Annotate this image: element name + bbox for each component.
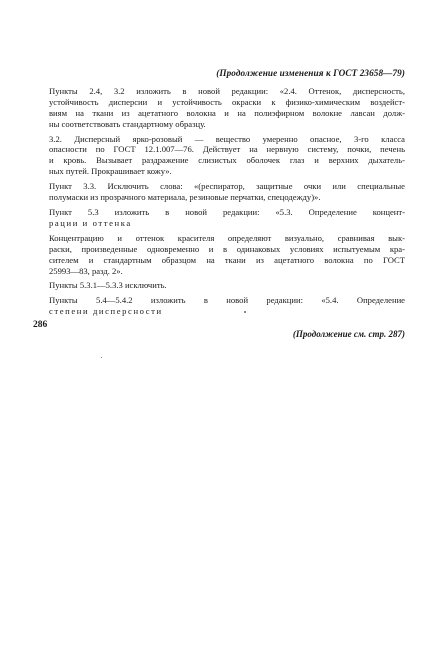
scan-speck [244, 311, 246, 313]
scan-speck [101, 357, 102, 358]
paragraph [33, 86, 405, 130]
text-line: сителем и стандартным образцом на ткани из ацетатного волокна по ГОСТ [49, 254, 405, 265]
text-line: Концентрацию и оттенок красителя определяют визуально, сравнивая вык- [49, 232, 405, 243]
text-line: опасности по ГОСТ 12.1.007—76. Действует на нервную систему, почки, печень [49, 144, 405, 155]
text-line: раски, произведенные одновременно и в одинаковых условиях испытуемым кра- [49, 243, 405, 254]
text-line: Пункты 5.3.1—5.3.3 исключить. [49, 280, 167, 291]
page-number: 286 [33, 320, 48, 330]
text-line: 25993—83, разд. 2». [49, 265, 123, 276]
paragraph [33, 181, 405, 203]
running-head: (Продолжение изменения к ГОСТ 23658—79) [216, 68, 405, 78]
text-line: Пункт 5.3 изложить в новой редакции: «5.3. Определение концент- [49, 206, 405, 217]
text-line: полумаски из прозрачного материала, резиновые перчатки, спецодежду)». [49, 192, 321, 203]
paragraph [33, 134, 405, 178]
continued-note: (Продолжение см. стр. 287) [292, 329, 405, 340]
paragraph [33, 207, 405, 229]
text-line: рации и оттенка [49, 217, 132, 228]
text-line: ных путей. Прокрашивает кожу». [49, 166, 172, 177]
text-line: Пункты 2.4, 3.2 изложить в новой редакции: «2.4. Оттенок, дисперсность, [49, 85, 405, 96]
text-line: виям на ткани из ацетатного волокна и на полиэфирном волокне лавсан долж- [49, 107, 405, 118]
paragraph [33, 233, 405, 277]
paragraph [33, 280, 405, 291]
page-content [33, 68, 405, 340]
text-line: Пункты 5.4—5.4.2 изложить в новой редакции: «5.4. Определение [49, 295, 405, 306]
text-line: степени дисперсности [49, 306, 163, 317]
text-line: ны соответствовать стандартному образцу. [49, 118, 206, 129]
text-line: и кровь. Вызывает раздражение слизистых оболочек глаз и верхних дыхатель- [49, 155, 405, 166]
text-line: устойчивость дисперсии и устойчивость окраски к физико-химическим воздейст- [49, 96, 405, 107]
text-line: 3.2. Дисперсный ярко-розовый — вещество умеренно опасное, 3-го класса [49, 133, 405, 144]
text-line: Пункт 3.3. Исключить слова: «(респиратор, защитные очки или специальные [49, 181, 405, 192]
paragraph [33, 295, 405, 317]
